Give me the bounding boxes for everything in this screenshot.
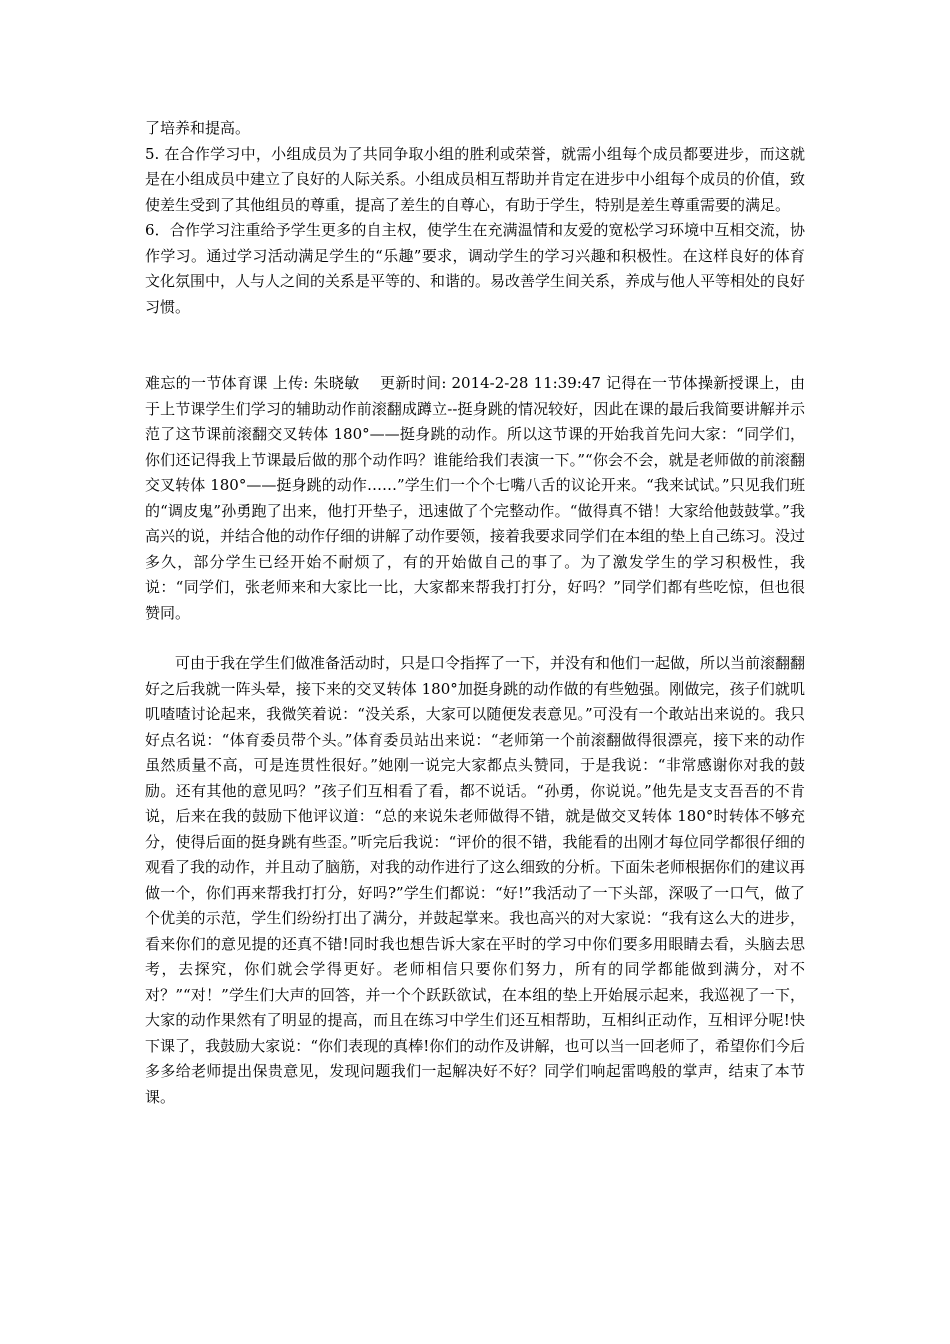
paragraph-point-5: 5. 在合作学习中，小组成员为了共同争取小组的胜利或荣誉，就需小组每个成员都要进步，而这就是在小组成员中建立了良好的人际关系。小组成员相互帮助并肯定在进步中小组每个成员的价值，致使差生受到了其他组员的尊重，提高了差生的自尊心，有助于学生，特别是差生尊重需要的满足。: [145, 144, 806, 214]
paragraph-point-6: 6．合作学习注重给予学生更多的自主权，使学生在充满温情和友爱的宽松学习环境中互相交流，协作学习。通过学习活动满足学生的“乐趣”要求，调动学生的学习兴趣和积极性。在这样良好的体育文化氛围中，人与人之间的关系是平等的、和谐的。易改善学生间关系，养成与他人平等相处的良好习惯。: [145, 221, 806, 316]
paragraph-gap: [145, 626, 805, 651]
paragraph-article-body: 可由于我在学生们做准备活动时，只是口令指挥了一下，并没有和他们一起做，所以当前滚翻翻好之后我就一阵头晕，接下来的交叉转体 180°加挺身跳的动作做的有些勉强。刚做完，孩子们就叽叽喳喳讨论起来，我微笑着说：“没关系，大家可以随便发表意见。”可没有一个敢站出来说的。我只好点名说：“体育委员带个头。”体育委员站出来说：“老师第一个前滚翻做得很漂亮，接下来的动作虽然质量不高，可是连贯性很好。”她刚一说完大家都点头赞同，于是我说：“非常感谢你对我的鼓励。还有其他的意见吗？”孩子们互相看了看，都不说话。“孙勇，你说说。”他先是支支吾吾的不肯说，后来在我的鼓励下他评议道：“总的来说朱老师做得不错，就是做交叉转体 180°时转体不够充分，使得后面的挺身跳有些歪。”听完后我说：“评价的很不错，我能看的出刚才每位同学都很仔细的观看了我的动作，并且动了脑筋，对我的动作进行了这么细致的分析。下面朱老师根据你们的建议再做一个，你们再来帮我打打分，好吗?”学生们都说：“好!”我活动了一下头部，深吸了一口气，做了个优美的示范，学生们纷纷打出了满分，并鼓起掌来。我也高兴的对大家说：“我有这么大的进步，看来你们的意见提的还真不错!同时我也想告诉大家在平时的学习中你们要多用眼睛去看，头脑去思考，去探究，你们就会学得更好。老师相信只要你们努力，所有的同学都能做到满分，对不对？”“对！”学生们大声的回答，并一个个跃跃欲试，在本组的垫上开始展示起来，我巡视了一下，大家的动作果然有了明显的提高，而且在练习中学生们还互相帮助，互相纠正动作，互相评分呢!快下课了，我鼓励大家说：“你们表现的真棒!你们的动作及讲解，也可以当一回老师了，希望你们今后多多给老师提出保贵意见，发现问题我们一起解决好不好？同学们响起雷鸣般的掌声，结束了本节课。: [145, 654, 806, 1106]
section-gap: [145, 320, 805, 371]
document-page: [145, 116, 805, 1110]
paragraph-continuation: 了培养和提高。: [145, 119, 251, 137]
paragraph-article-intro: 难忘的一节体育课 上传: 朱晓敏 更新时间: 2014-2-28 11:39:47 记得在一节体操新授课上，由于上节课学生们学习的辅助动作前滚翻成蹲立--挺身跳的情况较好，因此在课的最后我简要讲解并示范了这节课前滚翻交叉转体 180°——挺身跳的动作。所以这节课的开始我首先问大家：“同学们，你们还记得我上节课最后做的那个动作吗？谁能给我们表演一下。”“你会不会，就是老师做的前滚翻交叉转体 180°——挺身跳的动作……”学生们一个个七嘴八舌的议论开来。“我来试试。”只见我们班的“调皮鬼”孙勇跑了出来，他打开垫子，迅速做了个完整动作。“做得真不错！大家给他鼓鼓掌。”我高兴的说，并结合他的动作仔细的讲解了动作要领，接着我要求同学们在本组的垫上自己练习。没过多久，部分学生已经开始不耐烦了，有的开始做自己的事了。为了激发学生的学习积极性，我说：“同学们，张老师来和大家比一比，大家都来帮我打打分，好吗？”同学们都有些吃惊，但也很赞同。: [145, 374, 806, 622]
